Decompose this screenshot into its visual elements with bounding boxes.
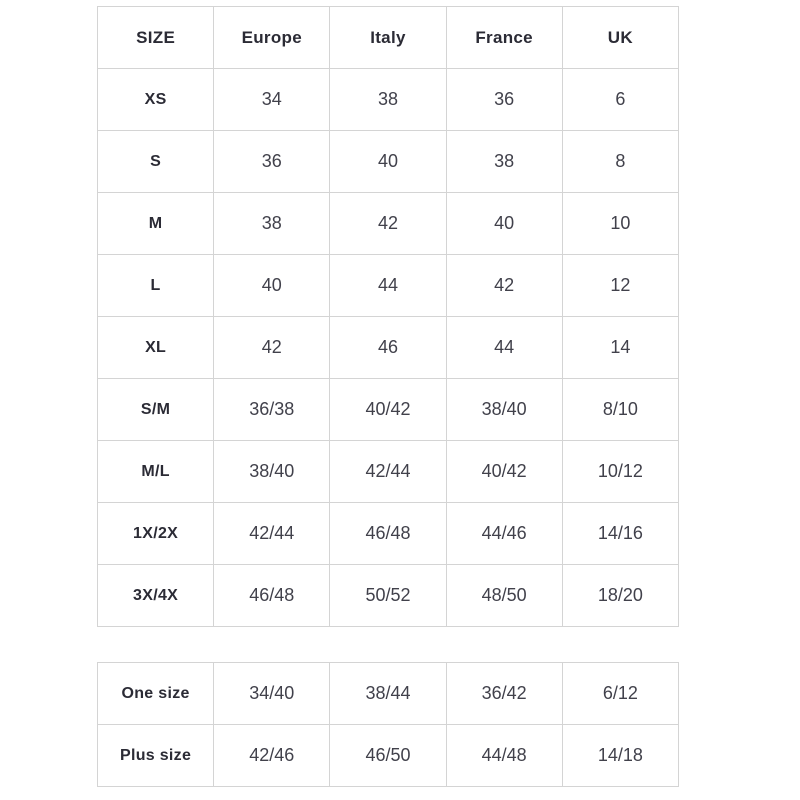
value-cell: 6/12 bbox=[562, 663, 678, 725]
value-cell: 42/44 bbox=[330, 441, 446, 503]
header-row bbox=[98, 7, 679, 69]
value-cell: 36/42 bbox=[446, 663, 562, 725]
special-sizes-body bbox=[98, 663, 679, 787]
special-sizes-table bbox=[97, 662, 679, 787]
value-cell: 8 bbox=[562, 131, 678, 193]
value-cell: 38 bbox=[214, 193, 330, 255]
value-cell: 44/46 bbox=[446, 503, 562, 565]
row-label-cell: M/L bbox=[98, 441, 214, 503]
value-cell: 46/50 bbox=[330, 725, 446, 787]
value-cell: 38 bbox=[446, 131, 562, 193]
column-header: France bbox=[446, 7, 562, 69]
table-row bbox=[98, 317, 679, 379]
row-label-cell: XL bbox=[98, 317, 214, 379]
value-cell: 46 bbox=[330, 317, 446, 379]
row-label-cell: S bbox=[98, 131, 214, 193]
row-label-cell: 3X/4X bbox=[98, 565, 214, 627]
value-cell: 14/16 bbox=[562, 503, 678, 565]
value-cell: 12 bbox=[562, 255, 678, 317]
value-cell: 44 bbox=[446, 317, 562, 379]
column-header: Europe bbox=[214, 7, 330, 69]
row-label-cell: XS bbox=[98, 69, 214, 131]
row-label-cell: One size bbox=[98, 663, 214, 725]
row-label-cell: Plus size bbox=[98, 725, 214, 787]
value-cell: 34 bbox=[214, 69, 330, 131]
value-cell: 50/52 bbox=[330, 565, 446, 627]
row-label-cell: L bbox=[98, 255, 214, 317]
table-row bbox=[98, 565, 679, 627]
value-cell: 36/38 bbox=[214, 379, 330, 441]
value-cell: 18/20 bbox=[562, 565, 678, 627]
value-cell: 14/18 bbox=[562, 725, 678, 787]
value-cell: 40/42 bbox=[446, 441, 562, 503]
table-row bbox=[98, 441, 679, 503]
size-guide-page bbox=[97, 6, 679, 787]
value-cell: 34/40 bbox=[214, 663, 330, 725]
value-cell: 40 bbox=[330, 131, 446, 193]
value-cell: 10 bbox=[562, 193, 678, 255]
table-row bbox=[98, 663, 679, 725]
value-cell: 40 bbox=[446, 193, 562, 255]
size-table-body bbox=[98, 69, 679, 627]
value-cell: 42 bbox=[446, 255, 562, 317]
column-header: Italy bbox=[330, 7, 446, 69]
column-header: SIZE bbox=[98, 7, 214, 69]
value-cell: 10/12 bbox=[562, 441, 678, 503]
value-cell: 36 bbox=[446, 69, 562, 131]
table-row bbox=[98, 503, 679, 565]
table-row bbox=[98, 725, 679, 787]
row-label-cell: M bbox=[98, 193, 214, 255]
value-cell: 44 bbox=[330, 255, 446, 317]
row-label-cell: 1X/2X bbox=[98, 503, 214, 565]
value-cell: 40/42 bbox=[330, 379, 446, 441]
table-row bbox=[98, 255, 679, 317]
value-cell: 38/44 bbox=[330, 663, 446, 725]
size-table-header bbox=[98, 7, 679, 69]
table-row bbox=[98, 69, 679, 131]
value-cell: 38/40 bbox=[214, 441, 330, 503]
value-cell: 36 bbox=[214, 131, 330, 193]
value-cell: 46/48 bbox=[214, 565, 330, 627]
value-cell: 38/40 bbox=[446, 379, 562, 441]
value-cell: 42 bbox=[214, 317, 330, 379]
size-conversion-table bbox=[97, 6, 679, 627]
table-row bbox=[98, 193, 679, 255]
value-cell: 8/10 bbox=[562, 379, 678, 441]
value-cell: 42/44 bbox=[214, 503, 330, 565]
value-cell: 44/48 bbox=[446, 725, 562, 787]
value-cell: 42/46 bbox=[214, 725, 330, 787]
value-cell: 14 bbox=[562, 317, 678, 379]
table-row bbox=[98, 131, 679, 193]
row-label-cell: S/M bbox=[98, 379, 214, 441]
table-row bbox=[98, 379, 679, 441]
value-cell: 48/50 bbox=[446, 565, 562, 627]
column-header: UK bbox=[562, 7, 678, 69]
value-cell: 38 bbox=[330, 69, 446, 131]
value-cell: 40 bbox=[214, 255, 330, 317]
value-cell: 6 bbox=[562, 69, 678, 131]
value-cell: 42 bbox=[330, 193, 446, 255]
value-cell: 46/48 bbox=[330, 503, 446, 565]
